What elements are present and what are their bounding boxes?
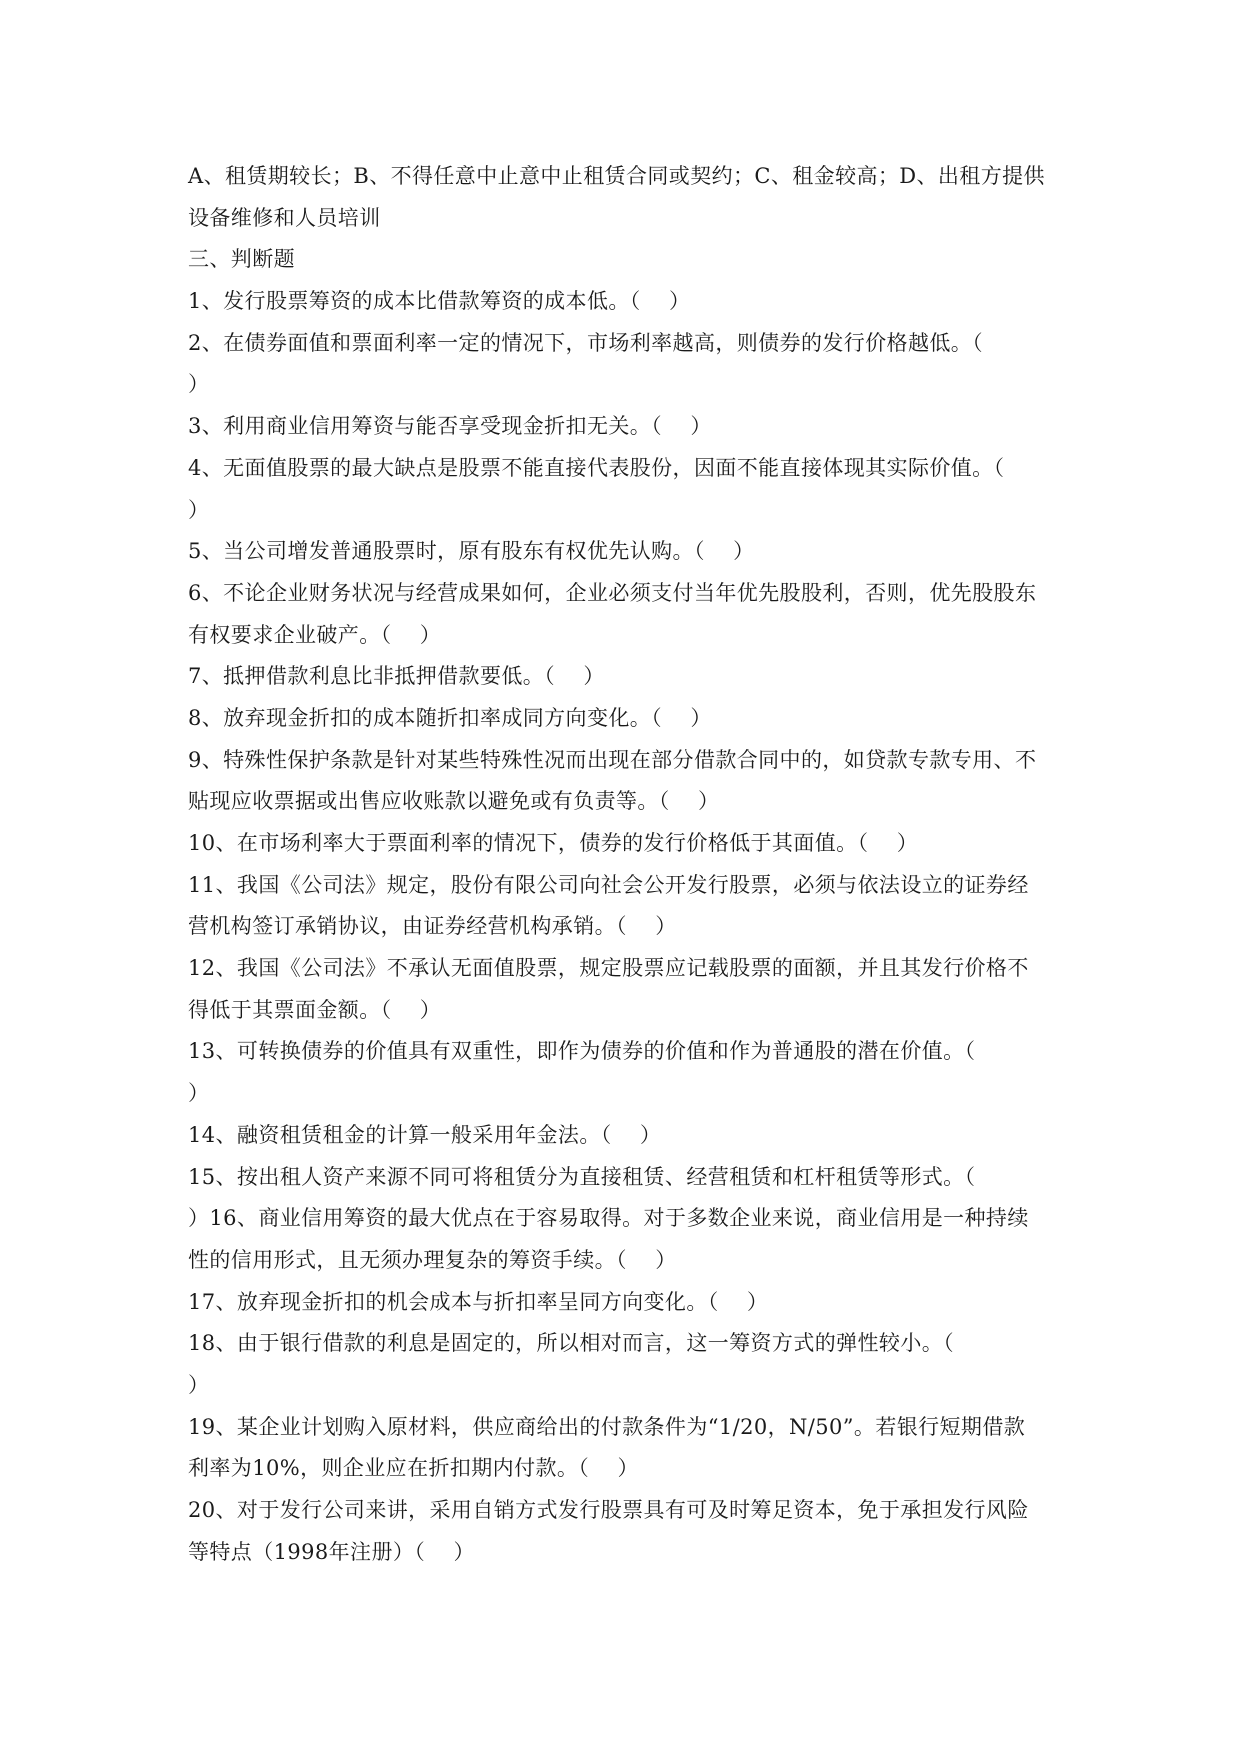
question-19: 19、某企业计划购入原材料，供应商给出的付款条件为“1/20，N/50”。若银行短期借款 [188,1414,1026,1439]
question-4: 4、无面值股票的最大缺点是股票不能直接代表股份，因面不能直接体现其实际价值。（ [188,455,1005,480]
question-12-cont: 得低于其票面金额。（ ） [188,997,442,1022]
document-page [188,156,1068,1573]
question-5: 5、当公司增发普通股票时，原有股东有权优先认购。（ ） [188,539,755,564]
question-18-cont: ） [188,1372,210,1397]
question-6-cont: 有权要求企业破产。（ ） [188,622,442,647]
question-12: 12、我国《公司法》不承认无面值股票，规定股票应记载股票的面额，并且其发行价格不 [188,956,1029,981]
question-17: 17、放弃现金折扣的机会成本与折扣率呈同方向变化。（ ） [188,1289,769,1314]
question-9-cont: 贴现应收票据或出售应收账款以避免或有负责等。（ ） [188,789,720,814]
question-20: 20、对于发行公司来讲，采用自销方式发行股票具有可及时筹足资本，免于承担发行风险 [188,1498,1029,1522]
question-16: ）16、商业信用筹资的最大优点在于容易取得。对于多数企业来说，商业信用是一种持续 [188,1206,1029,1231]
question-13: 13、可转换债券的价值具有双重性，即作为债券的价值和作为普通股的潜在价值。（ [188,1039,976,1064]
question-15: 15、按出租人资产来源不同可将租赁分为直接租赁、经营租赁和杠杆租赁等形式。（ [188,1164,976,1189]
question-2: 2、在债券面值和票面利率一定的情况下，市场利率越高，则债券的发行价格越低。（ [188,330,984,355]
question-2-cont: ） [188,372,210,397]
question-13-cont: ） [188,1081,210,1106]
question-1: 1、发行股票筹资的成本比借款筹资的成本低。（ ） [188,289,691,314]
question-11: 11、我国《公司法》规定，股份有限公司向社会公开发行股票，必须与依法设立的证券经 [188,872,1029,897]
question-11-cont: 营机构签订承销协议，由证券经营机构承销。（ ） [188,914,677,939]
question-16-cont: 性的信用形式，且无须办理复杂的筹资手续。（ ） [188,1247,677,1272]
question-6: 6、不论企业财务状况与经营成果如何，企业必须支付当年优先股股利，否则，优先股股东 [188,580,1037,605]
question-19-cont: 利率为10%，则企业应在折扣期内付款。（ ） [188,1456,639,1481]
section-heading: 三、判断题 [188,247,295,272]
question-18: 18、由于银行借款的利息是固定的，所以相对而言，这一筹资方式的弹性较小。（ [188,1331,955,1356]
question-4-cont: ） [188,497,210,522]
question-14: 14、融资租赁租金的计算一般采用年金法。（ ） [188,1122,662,1147]
question-3: 3、利用商业信用筹资与能否享受现金折扣无关。（ ） [188,414,712,439]
option-line: A、租赁期较长；B、不得任意中止意中止租赁合同或契约；C、租金较高；D、出租方提供 [188,164,1045,188]
question-8: 8、放弃现金折扣的成本随折扣率成同方向变化。（ ） [188,705,712,730]
question-20-cont: 等特点（1998年注册）（ ） [188,1539,475,1564]
question-7: 7、抵押借款利息比非抵押借款要低。（ ） [188,664,605,689]
question-9: 9、特殊性保护条款是针对某些特殊性况而出现在部分借款合同中的，如贷款专款专用、不 [188,747,1037,772]
option-line-cont: 设备维修和人员培训 [188,205,381,230]
question-10: 10、在市场利率大于票面利率的情况下，债券的发行价格低于其面值。（ ） [188,831,919,855]
